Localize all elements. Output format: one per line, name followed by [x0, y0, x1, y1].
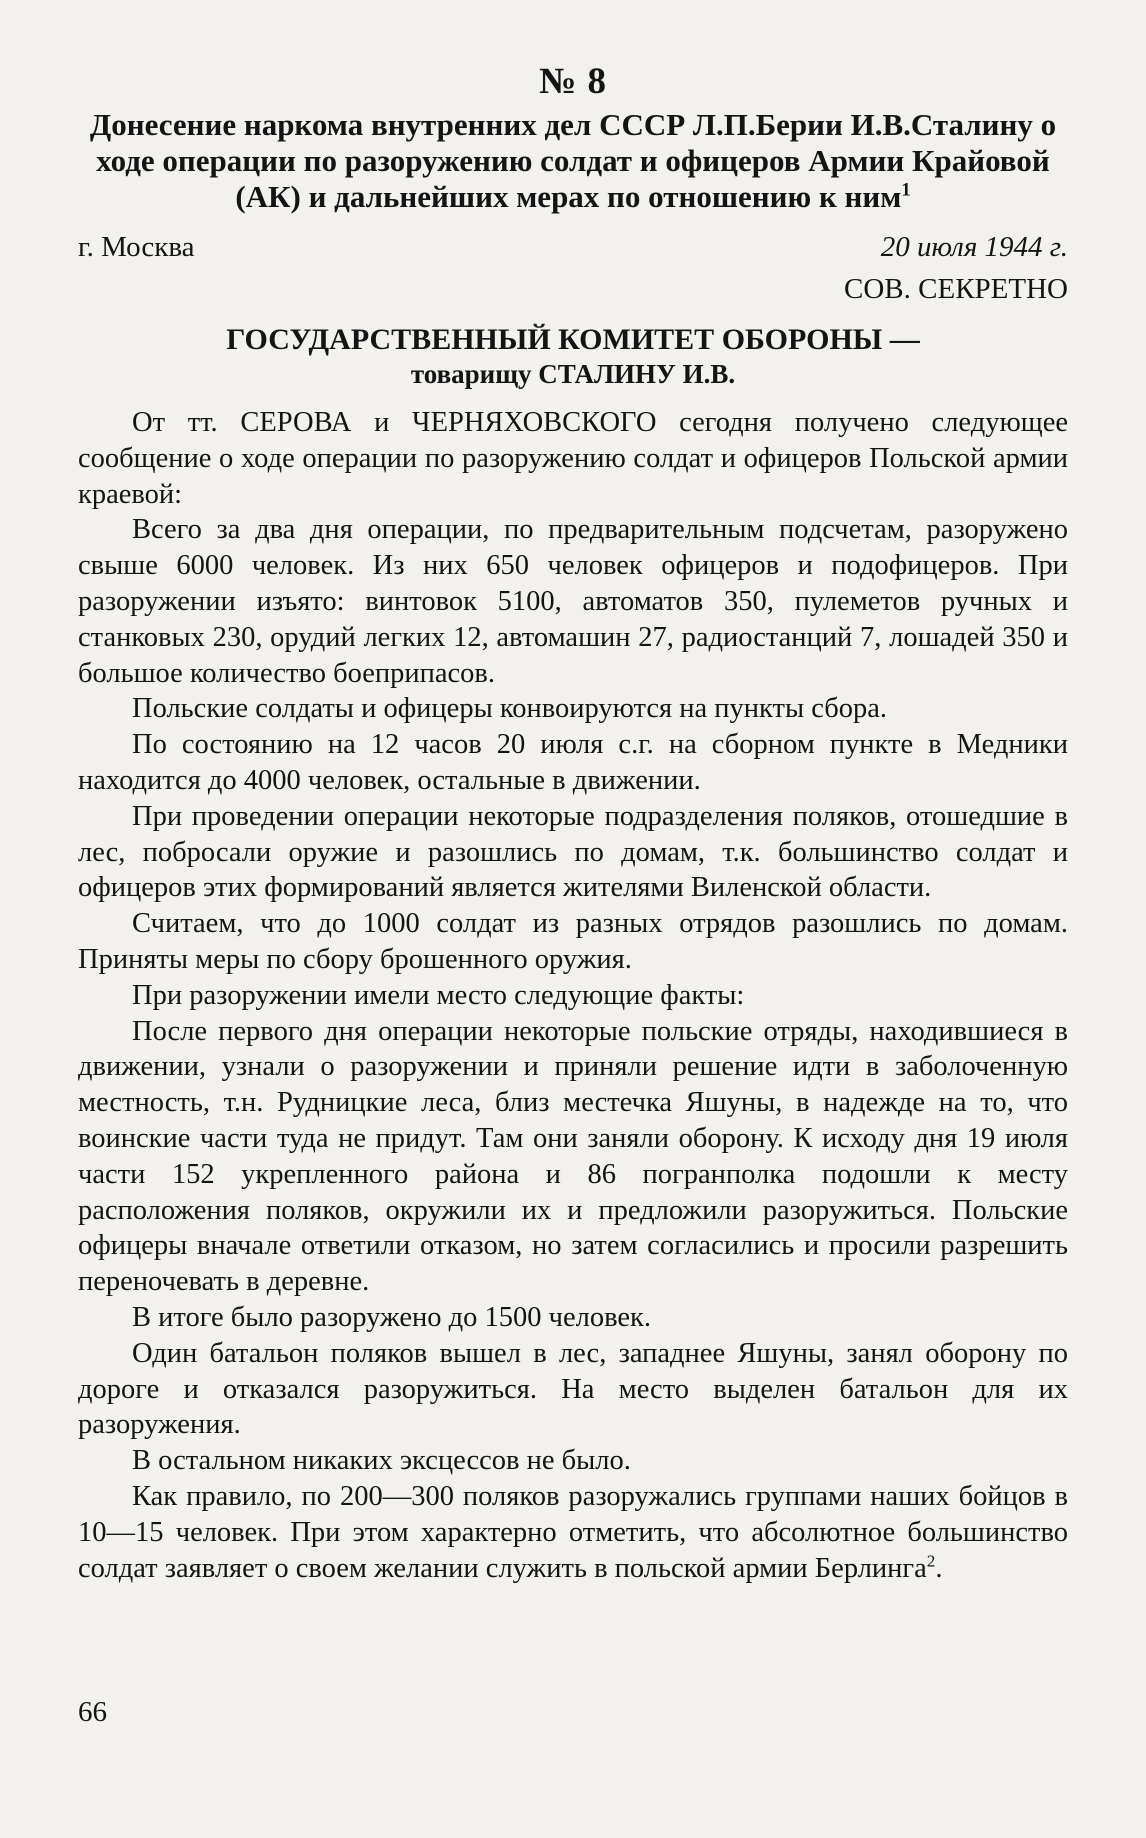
body-paragraph: При разоружении имели место следующие факты: — [132, 979, 745, 1011]
title-footnote-marker: 1 — [901, 179, 911, 201]
body-paragraph: Польские солдаты и офицеры конвоируются на пункты сбора. — [132, 693, 887, 725]
document-date: 20 июля 1944 г. — [880, 231, 1068, 263]
document-body — [78, 405, 1068, 1586]
last-paragraph-end: . — [935, 1552, 943, 1584]
addressee-recipient: товарищу СТАЛИНУ И.В. — [410, 359, 736, 389]
footnote-marker: 2 — [926, 1551, 936, 1570]
document-place: г. Москва — [78, 231, 195, 263]
body-paragraph: В остальном никаких эксцессов не было. — [132, 1445, 631, 1477]
last-paragraph-text: Как правило, по 200—300 поляков разоружались группами наших бойцов в 10—15 человек. При этом характерно отметить, что абсолютное большинство солдат заявляет о своем желании служить в польской армии Берлинга — [78, 1480, 1068, 1584]
body-paragraph: Один батальон поляков вышел в лес, западнее Яшуны, занял оборону по дороге и отказался разоружиться. На место выделен батальон для их разоружения. — [78, 1337, 1068, 1441]
body-paragraph: От тт. СЕРОВА и ЧЕРНЯХОВСКОГО сегодня получено следующее сообщение о ходе операции по разоружению солдат и офицеров Польской армии краевой: — [78, 407, 1068, 510]
document-page — [78, 60, 1068, 1586]
page-number: 66 — [78, 1696, 107, 1728]
body-paragraph: В итоге было разоружено до 1500 человек. — [132, 1301, 651, 1333]
body-paragraph: После первого дня операции некоторые польские отряды, находившиеся в движении, узнали о разоружении и приняли решение идти в заболоченную местность, т.н. Рудницкие леса, близ местечка Яшуны, в надежде на то, что воинские части туда не придут. Там они заняли оборону. К исходу дня 19 июля части 152 укрепленного района и 86 погранполка подошли к месту расположения поляков, окружили их и предложили разоружиться. Польские офицеры вначале ответили отказом, но затем согласились и просили разрешить переночевать в деревне. — [78, 1015, 1068, 1298]
body-paragraph-last — [78, 1479, 1068, 1586]
document-title-text: Донесение наркома внутренних дел СССР Л.П.Берии И.В.Сталину о ходе операции по разоружению солдат и офицеров Армии Крайовой (АК) и дальнейших мерах по отношению к ним — [89, 107, 1057, 214]
document-number: № 8 — [539, 61, 607, 102]
place-date-row — [78, 229, 1068, 265]
addressee: ГОСУДАРСТВЕННЫЙ КОМИТЕТ ОБОРОНЫ — — [226, 323, 920, 356]
body-paragraph: При проведении операции некоторые подразделения поляков, отошедшие в лес, побросали оружие и разошлись по домам, т.к. большинство солдат и офицеров этих формирований является жителями Виленской области. — [78, 800, 1068, 904]
body-paragraph: По состоянию на 12 часов 20 июля с.г. на сборном пункте в Медники находится до 4000 человек, остальные в движении. — [78, 729, 1068, 796]
classification-stamp: СОВ. СЕКРЕТНО — [844, 273, 1068, 305]
body-paragraph: Считаем, что до 1000 солдат из разных отрядов разошлись по домам. Приняты меры по сбору брошенного оружия. — [78, 908, 1068, 975]
document-title — [78, 107, 1068, 215]
body-paragraph: Всего за два дня операции, по предварительным подсчетам, разоружено свыше 6000 человек. Из них 650 человек офицеров и подофицеров. При разоружении изъято: винтовок 5100, автоматов 350, пулеметов ручных и станковых 230, орудий легких 12, автомашин 27, радиостанций 7, лошадей 350 и большое количество боеприпасов. — [78, 514, 1068, 689]
